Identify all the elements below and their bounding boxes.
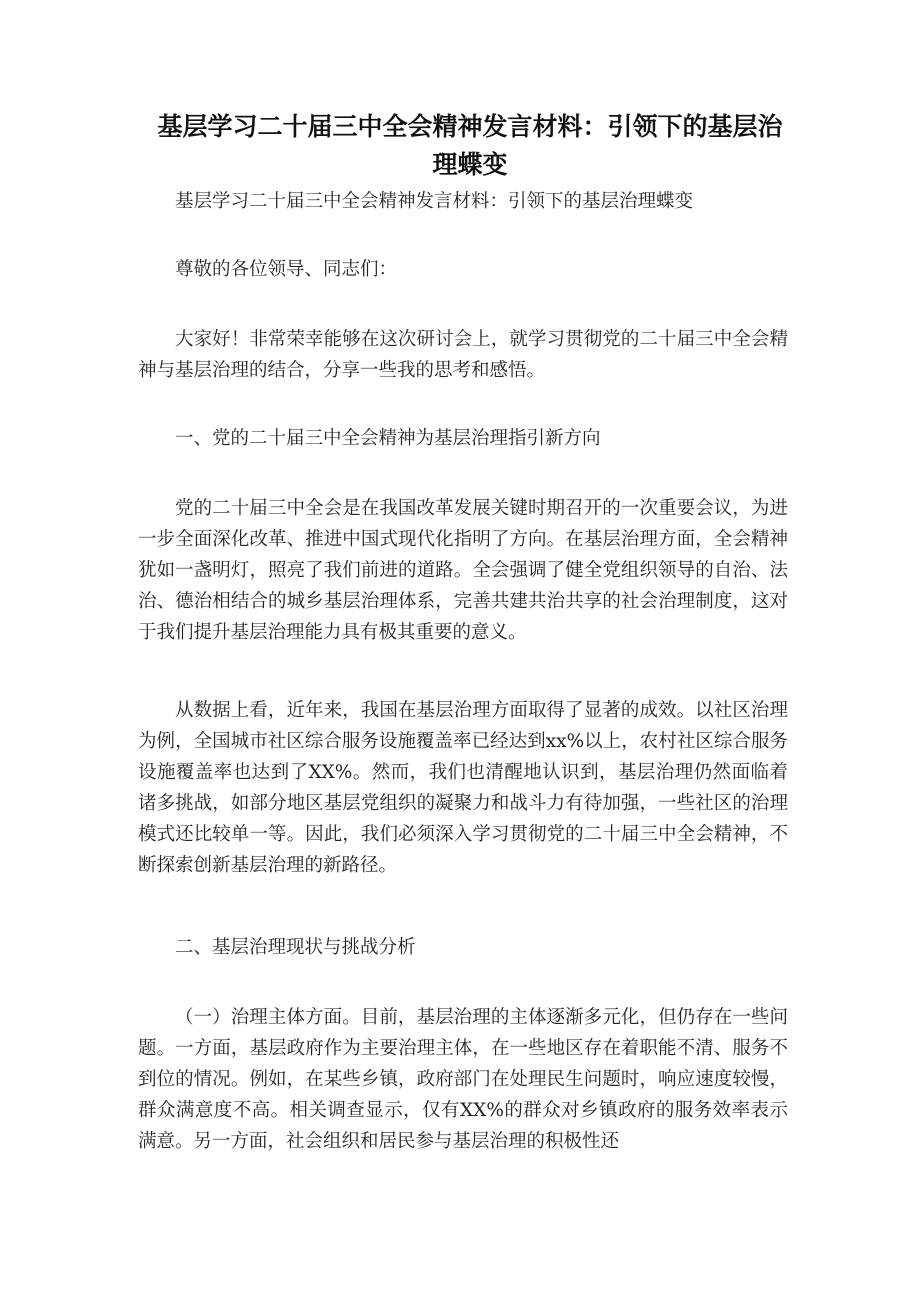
section-heading-1: 一、党的二十届三中全会精神为基层治理指引新方向 [175,428,601,449]
document-subtitle: 基层学习二十届三中全会精神发言材料：引领下的基层治理蝶变 [175,191,694,212]
paragraph-governance-subject: （一）治理主体方面。目前，基层治理的主体逐渐多元化，但仍存在一些问题。一方面，基层政府作为主要治理主体，在一些地区存在着职能不清、服务不到位的情况。例如，在某些乡镇，政府部门在处理民生问题时，响应速度较慢，群众满意度不高。相关调查显示，仅有XX%的群众对乡镇政府的服务效率表示满意。另一方面，社会组织和居民参与基层治理的积极性还 [138,1007,788,1152]
salutation: 尊敬的各位领导、同志们： [175,259,398,280]
paragraph-section-1: 党的二十届三中全会是在我国改革发展关键时期召开的一次重要会议，为进一步全面深化改革、推进中国式现代化指明了方向。在基层治理方面，全会精神犹如一盏明灯，照亮了我们前进的道路。全会强调了健全党组织领导的自治、法治、德治相结合的城乡基层治理体系，完善共建共治共享的社会治理制度，这对于我们提升基层治理能力具有极其重要的意义。 [138,498,788,643]
section-heading-2: 二、基层治理现状与挑战分析 [175,937,416,958]
paragraph-data: 从数据上看，近年来，我国在基层治理方面取得了显著的成效。以社区治理为例，全国城市社区综合服务设施覆盖率已经达到xx%以上，农村社区综合服务设施覆盖率也达到了XX%。然而，我们也清醒地认识到，基层治理仍然面临着诸多挑战，如部分地区基层党组织的凝聚力和战斗力有待加强，一些社区的治理模式还比较单一等。因此，我们必须深入学习贯彻党的二十届三中全会精神，不断探索创新基层治理的新路径。 [138,700,788,876]
document-title: 基层学习二十届三中全会精神发言材料：引领下的基层治理蝶变 [157,112,783,179]
paragraph-intro: 大家好！非常荣幸能够在这次研讨会上，就学习贯彻党的二十届三中全会精神与基层治理的结合，分享一些我的思考和感悟。 [138,329,788,381]
